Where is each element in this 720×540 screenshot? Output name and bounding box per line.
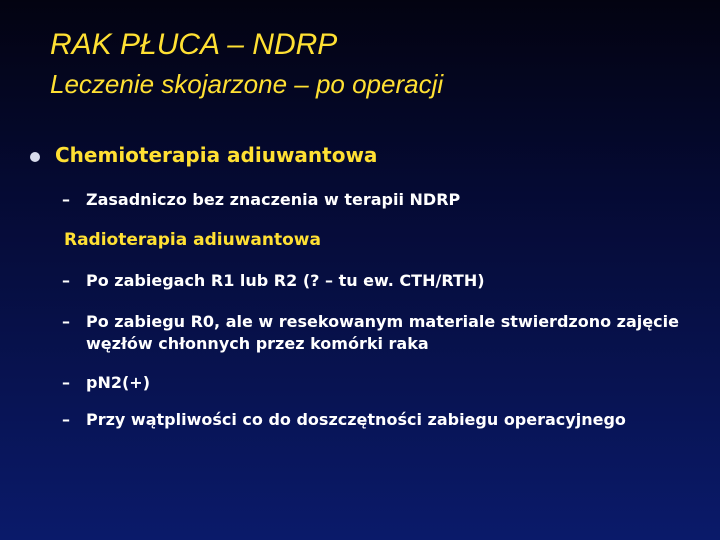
list-item-text: pN2(+): [86, 373, 151, 392]
dash-icon: –: [62, 410, 70, 429]
slide-subtitle: Leczenie skojarzone – po operacji: [50, 69, 444, 99]
dash-icon: –: [62, 312, 70, 331]
list-item-text: Po zabiegu R0, ale w resekowanym materiale stwierdzono zajęcie węzłów chłonnych przez komórki raka: [86, 312, 679, 353]
section-heading-radiotherapy: Radioterapia adiuwantowa: [64, 230, 321, 250]
list-item: [62, 311, 702, 355]
list-item: [62, 189, 702, 211]
slide-title: RAK PŁUCA – NDRP: [50, 28, 338, 61]
list-item-text: Zasadniczo bez znaczenia w terapii NDRP: [86, 190, 461, 209]
list-item-text: Po zabiegach R1 lub R2 (? – tu ew. CTH/RTH): [86, 271, 485, 290]
list-item: [62, 372, 702, 394]
dash-icon: –: [62, 271, 70, 290]
dash-icon: –: [62, 190, 70, 209]
section-heading-chemotherapy: Chemioterapia adiuwantowa: [55, 143, 378, 167]
bullet-dot-icon: [30, 152, 40, 162]
list-item: [62, 270, 702, 292]
list-item: [62, 409, 702, 431]
dash-icon: –: [62, 373, 70, 392]
list-item-text: Przy wątpliwości co do doszczętności zabiegu operacyjnego: [86, 410, 626, 429]
